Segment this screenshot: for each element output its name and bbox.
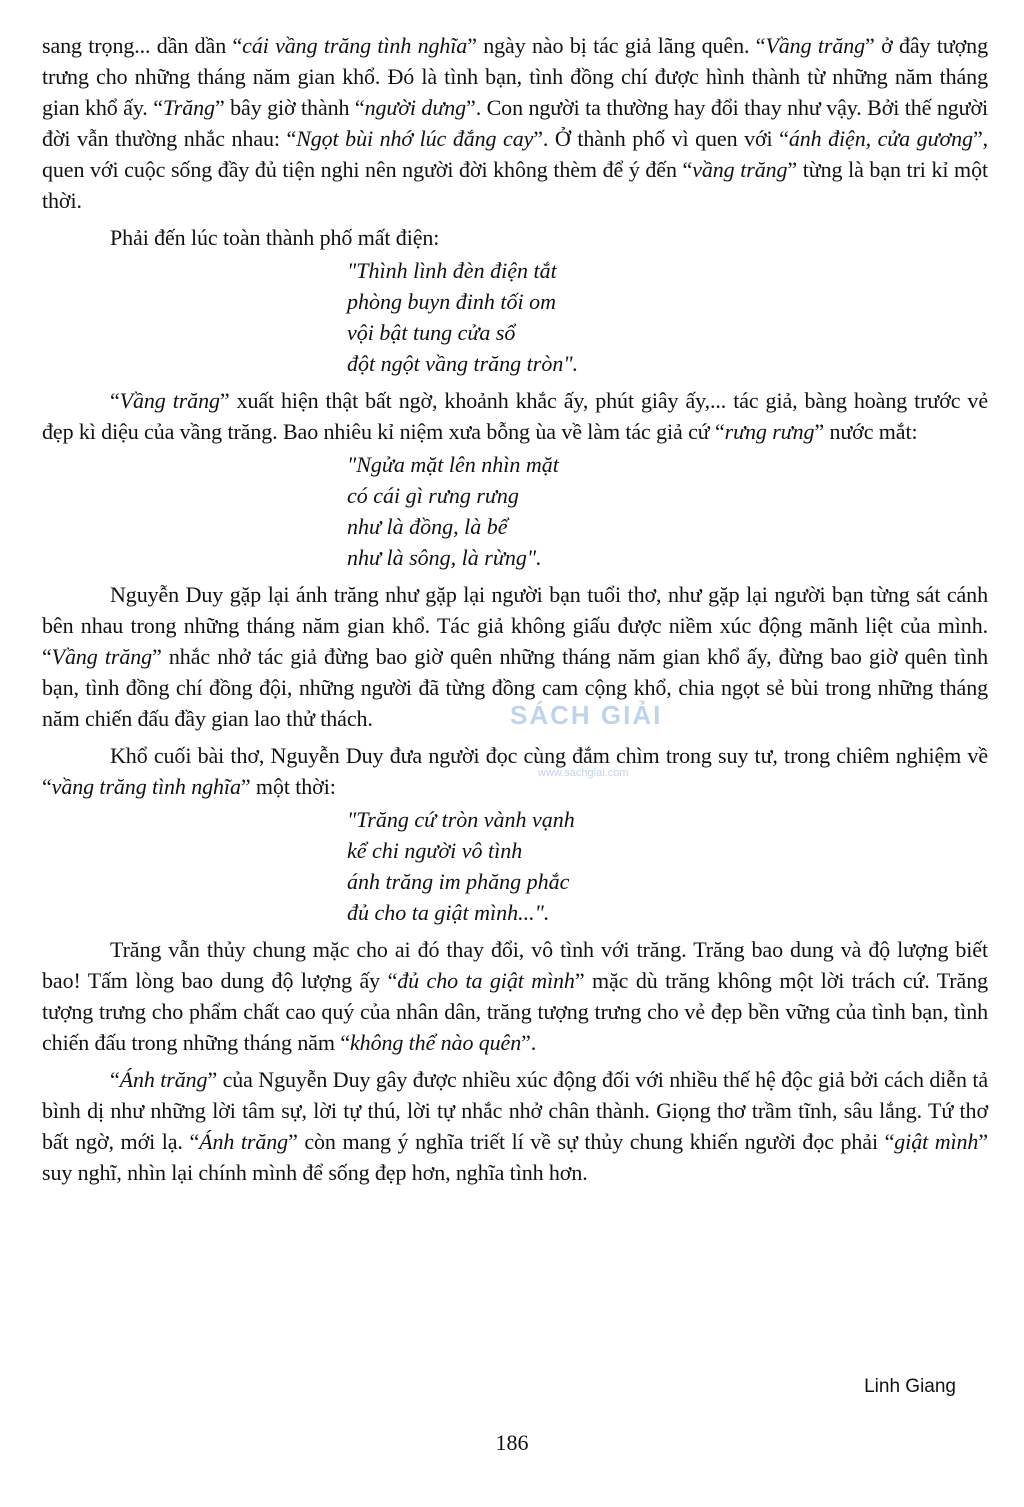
text-run: Phải đến lúc toàn thành phố mất điện: bbox=[110, 225, 440, 250]
text-run: Khổ cuối bài thơ, Nguyễn Duy đưa người đọc cùng đắm chìm trong suy tư, trong chiêm nghiệm về “ bbox=[42, 743, 988, 799]
italic-quote: Vầng trăng bbox=[119, 388, 220, 413]
italic-quote: vầng trăng tình nghĩa bbox=[51, 774, 241, 799]
poem-line: có cái gì rưng rưng bbox=[347, 483, 519, 508]
text-run: “ bbox=[110, 1067, 120, 1092]
paragraph-4 bbox=[42, 579, 988, 734]
italic-quote: đủ cho ta giật mình bbox=[397, 968, 575, 993]
italic-quote: ánh điện, cửa gương bbox=[788, 126, 973, 151]
text-run: ” từng là bạn tri kỉ một thời. bbox=[42, 157, 988, 213]
watermark-brand: SÁCH GIẢI bbox=[510, 700, 663, 730]
paragraph-3 bbox=[42, 385, 988, 447]
poem-line: "Ngửa mặt lên nhìn mặt bbox=[347, 452, 559, 477]
poem-stanza-2 bbox=[347, 449, 988, 573]
poem-line: kể chi người vô tình bbox=[347, 838, 523, 863]
poem-line: ánh trăng im phăng phắc bbox=[347, 869, 570, 894]
italic-quote: vầng trăng bbox=[692, 157, 788, 182]
italic-quote: Ngọt bùi nhớ lúc đắng cay bbox=[296, 126, 534, 151]
italic-quote: Vầng trăng bbox=[765, 33, 866, 58]
text-run: ”, quen với cuộc sống đầy đủ tiện nghi nên người đời không thèm để ý đến “ bbox=[42, 126, 989, 182]
poem-line: "Thình lình đèn điện tắt bbox=[347, 258, 557, 283]
text-run: ” ngày nào bị tác giả lãng quên. “ bbox=[467, 33, 766, 58]
poem-stanza-3 bbox=[347, 804, 988, 928]
poem-line: "Trăng cứ tròn vành vạnh bbox=[347, 807, 575, 832]
paragraph-6 bbox=[42, 934, 988, 1058]
poem-stanza-1 bbox=[347, 255, 988, 379]
text-run: sang trọng... dần dần “ bbox=[42, 33, 243, 58]
poem-line: như là sông, là rừng". bbox=[347, 545, 542, 570]
watermark-url: www.sachgiai.com bbox=[538, 767, 629, 779]
text-run: ” nước mắt: bbox=[814, 419, 918, 444]
italic-quote: Vầng trăng bbox=[51, 644, 153, 669]
text-run: ” của Nguyễn Duy gây được nhiều xúc động đối với nhiều thế hệ độc giả bởi cách diễn tả bình dị như những lời tâm sự, lời tự thú, lời tự nhắc nhở chân thành. Giọng thơ trầm tĩnh, sâu lắng. Tứ thơ bất ngờ, mới lạ. “ bbox=[42, 1067, 988, 1154]
text-run: ” mặc dù trăng không một lời trách cứ. Trăng tượng trưng cho phẩm chất cao quý của nhân dân, trăng tượng trưng cho vẻ đẹp bền vững của tình bạn, tình chiến đấu trong những tháng năm “ bbox=[42, 968, 989, 1055]
page-number: 186 bbox=[495, 1430, 529, 1455]
italic-quote: Ánh trăng bbox=[199, 1129, 289, 1154]
italic-quote: rưng rưng bbox=[724, 419, 815, 444]
text-run: “ bbox=[110, 388, 120, 413]
text-run: ”. Con người ta thường hay đổi thay như vậy. Bởi thế người đời vẫn thường nhắc nhau: “ bbox=[42, 95, 989, 151]
text-run: ” ở đây tượng trưng cho những tháng năm gian khổ. Đó là tình bạn, tình đồng chí được hình thành từ những năm tháng gian khổ ấy. “ bbox=[42, 33, 988, 120]
italic-quote: cái vầng trăng tình nghĩa bbox=[242, 33, 468, 58]
italic-quote: giật mình bbox=[894, 1129, 979, 1154]
paragraph-1 bbox=[42, 30, 988, 216]
text-run: ” suy nghĩ, nhìn lại chính mình để sống đẹp hơn, nghĩa tình hơn. bbox=[42, 1129, 989, 1185]
poem-line: như là đồng, là bể bbox=[347, 514, 508, 539]
text-run: ”. bbox=[521, 1030, 537, 1055]
paragraph-5 bbox=[42, 740, 988, 802]
author-signature: Linh Giang bbox=[864, 1376, 956, 1397]
italic-quote: người dưng bbox=[364, 95, 467, 120]
text-run: ”. Ở thành phố vì quen với “ bbox=[533, 126, 789, 151]
text-run: Nguyễn Duy gặp lại ánh trăng như gặp lại người bạn tuổi thơ, như gặp lại người bạn từng sát cánh bên nhau trong những tháng năm gian khổ. Tác giả không giấu được niềm xúc động mãnh liệt của mình. “ bbox=[42, 582, 988, 669]
text-run: Trăng vẫn thủy chung mặc cho ai đó thay đổi, vô tình với trăng. Trăng bao dung và độ lượng biết bao! Tấm lòng bao dung độ lượng ấy “ bbox=[42, 937, 988, 993]
italic-quote: không thể nào quên bbox=[350, 1030, 522, 1055]
poem-line: đủ cho ta giật mình...". bbox=[347, 900, 550, 925]
italic-quote: Trăng bbox=[162, 95, 215, 120]
text-run: ” nhắc nhở tác giả đừng bao giờ quên những tháng năm gian khổ ấy, đừng bao giờ quên tình bạn, tình đồng chí đồng đội, những người đã từng đồng cam cộng khổ, chia ngọt sẻ bùi trong những tháng năm chiến đấu đầy gian lao thử thách. bbox=[42, 644, 988, 731]
text-run: ” một thời: bbox=[240, 774, 336, 799]
text-run: ” còn mang ý nghĩa triết lí về sự thủy chung khiến người đọc phải “ bbox=[288, 1129, 895, 1154]
poem-line: phòng buyn đinh tối om bbox=[347, 289, 556, 314]
text-run: ” xuất hiện thật bất ngờ, khoảnh khắc ấy, phút giây ấy,... tác giả, bàng hoàng trước vẻ đẹp kì diệu của vầng trăng. Bao nhiêu kỉ niệm xưa bỗng ùa về làm tác giả cứ “ bbox=[42, 388, 988, 444]
poem-line: vội bật tung cửa sổ bbox=[347, 320, 516, 345]
paragraph-7 bbox=[42, 1064, 988, 1188]
text-run: ” bây giờ thành “ bbox=[214, 95, 365, 120]
paragraph-2 bbox=[42, 222, 988, 253]
poem-line: đột ngột vầng trăng tròn". bbox=[347, 351, 579, 376]
document-page bbox=[42, 30, 988, 1188]
italic-quote: Ánh trăng bbox=[119, 1067, 208, 1092]
